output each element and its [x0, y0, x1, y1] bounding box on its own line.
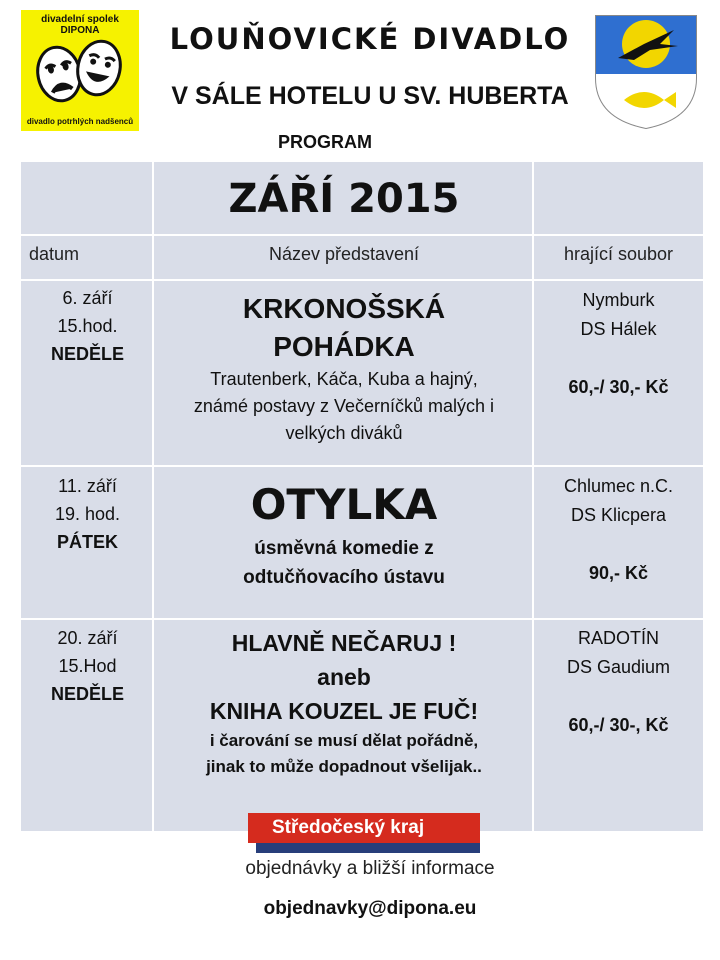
- contact-email: objednavky@dipona.eu: [263, 898, 477, 919]
- show-title: aneb: [317, 664, 371, 690]
- sponsor-stripe: [256, 843, 480, 853]
- day: NEDĚLE: [50, 344, 124, 364]
- time: 15.Hod: [58, 656, 117, 676]
- show-description: Trautenberk, Káča, Kuba a hajný,: [210, 369, 478, 389]
- sponsor-label: Středočeský kraj: [248, 813, 480, 843]
- show-title: KRKONOŠSKÁ: [242, 293, 446, 324]
- group-place: Nymburk: [582, 290, 655, 310]
- row-divider: [21, 279, 703, 281]
- column-header-date: datum: [29, 244, 80, 264]
- group-name: DS Hálek: [580, 319, 657, 339]
- row-divider: [21, 234, 703, 236]
- crest-icon: [594, 14, 698, 130]
- program-table: [21, 162, 703, 831]
- logo-line-2: DIPONA: [60, 25, 100, 36]
- date: 11. září: [58, 476, 117, 496]
- date: 20. září: [57, 628, 118, 648]
- group-place: Chlumec n.C.: [563, 476, 674, 496]
- time: 15.hod.: [57, 316, 118, 336]
- show-description: jinak to může dopadnout všelijak..: [206, 757, 482, 776]
- show-description: i čarování se musí dělat pořádně,: [209, 731, 479, 750]
- ticket-price: 60,-/ 30,- Kč: [568, 377, 669, 397]
- info-text: objednávky a bližší informace: [245, 858, 495, 879]
- show-title: POHÁDKA: [273, 331, 415, 362]
- show-description: velkých diváků: [285, 423, 403, 443]
- ticket-price: 90,- Kč: [588, 563, 649, 583]
- table-row-date: [21, 472, 154, 556]
- table-row-show: [154, 626, 534, 780]
- stredocesky-kraj-logo: [248, 813, 480, 853]
- column-header-group: hrající soubor: [563, 244, 674, 264]
- venue-heading: V SÁLE HOTELU U SV. HUBERTA: [171, 82, 569, 110]
- time: 19. hod.: [54, 504, 121, 524]
- row-divider: [21, 465, 703, 467]
- table-row-group: [534, 286, 703, 402]
- date: 6. září: [62, 288, 113, 308]
- table-row-date: [21, 624, 154, 708]
- page-title: LOUŇOVICKÉ DIVADLO: [169, 22, 571, 56]
- row-divider: [21, 618, 703, 620]
- table-row-show: [154, 290, 534, 447]
- show-description: úsměvná komedie z: [254, 538, 434, 559]
- show-description: odtučňovacího ústavu: [243, 567, 445, 588]
- theatre-masks-icon: [29, 36, 131, 106]
- logo-line-3: divadlo potrhlých nadšenců: [26, 117, 134, 126]
- group-name: DS Gaudium: [566, 657, 671, 677]
- month-heading: ZÁŘÍ 2015: [228, 176, 460, 222]
- group-name: DS Klicpera: [570, 505, 667, 525]
- table-row-show: [154, 480, 534, 592]
- show-title: KNIHA KOUZEL JE FUČ!: [209, 698, 479, 724]
- show-title: HLAVNĚ NEČARUJ !: [231, 630, 457, 656]
- logo-line-1: divadelní spolek: [41, 14, 119, 25]
- column-header-title: Název představení: [268, 244, 420, 264]
- dipona-logo: [21, 10, 139, 131]
- table-row-date: [21, 284, 154, 368]
- day: NEDĚLE: [50, 684, 124, 704]
- table-row-group: [534, 472, 703, 588]
- ticket-price: 60,-/ 30-, Kč: [568, 715, 669, 735]
- show-description: známé postavy z Večerníčků malých i: [193, 396, 495, 416]
- show-title: OTYLKA: [250, 480, 438, 529]
- day: PÁTEK: [56, 532, 118, 552]
- group-place: RADOTÍN: [578, 628, 659, 648]
- program-heading: PROGRAM: [278, 132, 372, 152]
- table-row-group: [534, 624, 703, 740]
